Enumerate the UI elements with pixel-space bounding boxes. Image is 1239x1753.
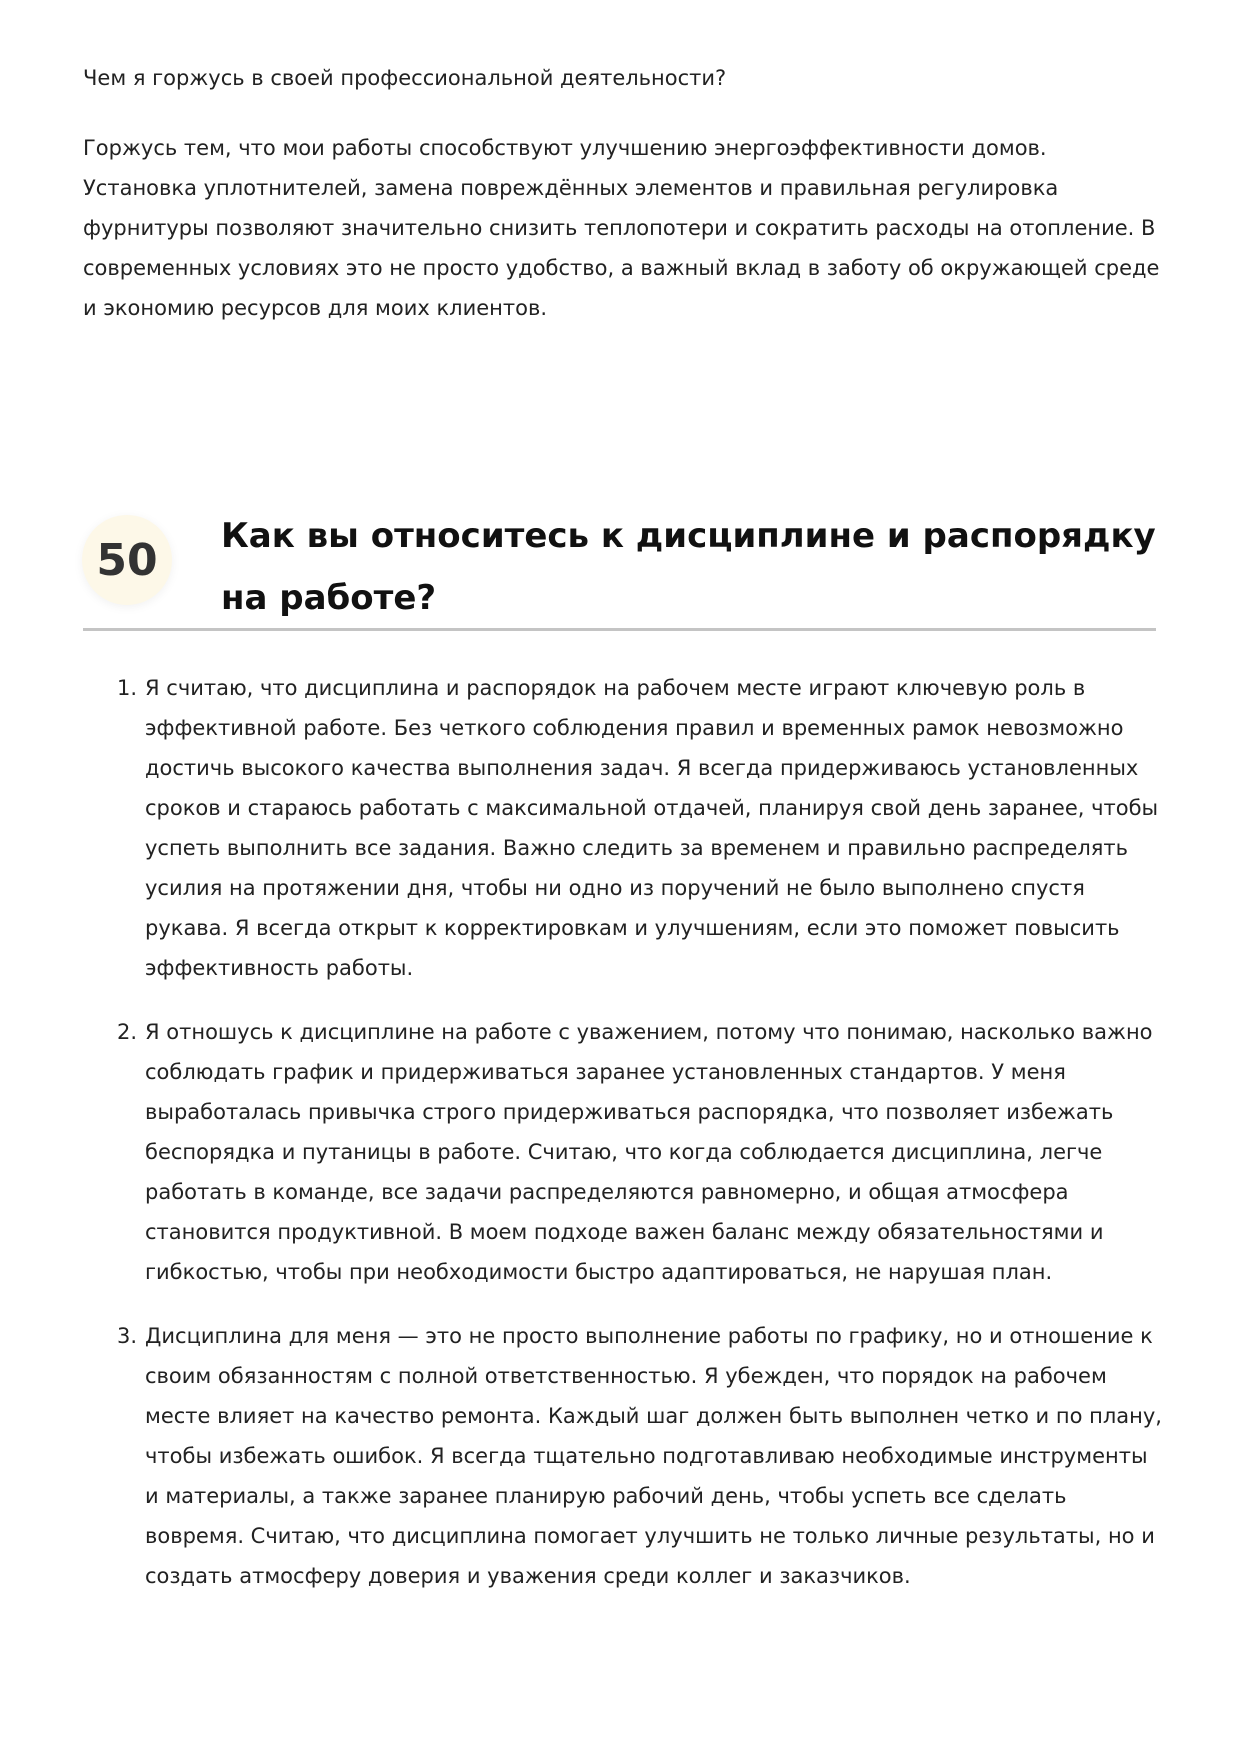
answer-number: 2. xyxy=(117,1020,138,1044)
answer-text: Я считаю, что дисциплина и распорядок на рабочем месте играют ключевую роль в эффективной работе. Без четкого соблюдения правил и временных рамок невозможно достичь высокого качества выполнения задач. Я всегда придерживаюсь установленных сроков и стараюсь работать с максимальной отдачей, планируя свой день заранее, чтобы успеть выполнить все задания. Важно следить за временем и правильно распределять усилия на протяжении дня, чтобы ни одно из поручений не было выполнено спустя рукава. Я всегда открыт к корректировкам и улучшениям, если это поможет повысить эффективность работы. xyxy=(145,676,1159,980)
answer-number: 3. xyxy=(117,1324,138,1348)
answer-number: 1. xyxy=(117,676,138,700)
answer-item xyxy=(83,668,1163,988)
answers-list xyxy=(83,668,1163,1620)
intro-question: Чем я горжусь в своей профессиональной деятельности? xyxy=(83,66,727,90)
answer-item xyxy=(83,1012,1163,1292)
question-number-badge: 50 xyxy=(82,515,172,605)
answer-text: Я отношусь к дисциплине на работе с уважением, потому что понимаю, насколько важно соблюдать график и придерживаться заранее установленных стандартов. У меня выработалась привычка строго придерживаться распорядка, что позволяет избежать беспорядка и путаницы в работе. Считаю, что когда соблюдается дисциплина, легче работать в команде, все задачи распределяются равномерно, и общая атмосфера становится продуктивной. В моем подходе важен баланс между обязательностями и гибкостью, чтобы при необходимости быстро адаптироваться, не нарушая план. xyxy=(145,1020,1153,1284)
answer-text: Дисциплина для меня — это не просто выполнение работы по графику, но и отношение к своим обязанностям с полной ответственностью. Я убежден, что порядок на рабочем месте влияет на качество ремонта. Каждый шаг должен быть выполнен четко и по плану, чтобы избежать ошибок. Я всегда тщательно подготавливаю необходимые инструменты и материалы, а также заранее планирую рабочий день, чтобы успеть все сделать вовремя. Считаю, что дисциплина помогает улучшить не только личные результаты, но и создать атмосферу доверия и уважения среди коллег и заказчиков. xyxy=(145,1324,1162,1588)
answer-item xyxy=(83,1316,1163,1596)
question-title: Как вы относитесь к дисциплине и распорядку на работе? xyxy=(221,516,1156,618)
divider xyxy=(83,628,1156,631)
intro-answer: Горжусь тем, что мои работы способствуют улучшению энергоэффективности домов. Установка уплотнителей, замена повреждённых элементов и правильная регулировка фурнитуры позволяют значительно снизить теплопотери и сократить расходы на отопление. В современных условиях это не просто удобство, а важный вклад в заботу об окружающей среде и экономию ресурсов для моих клиентов. xyxy=(83,136,1160,320)
